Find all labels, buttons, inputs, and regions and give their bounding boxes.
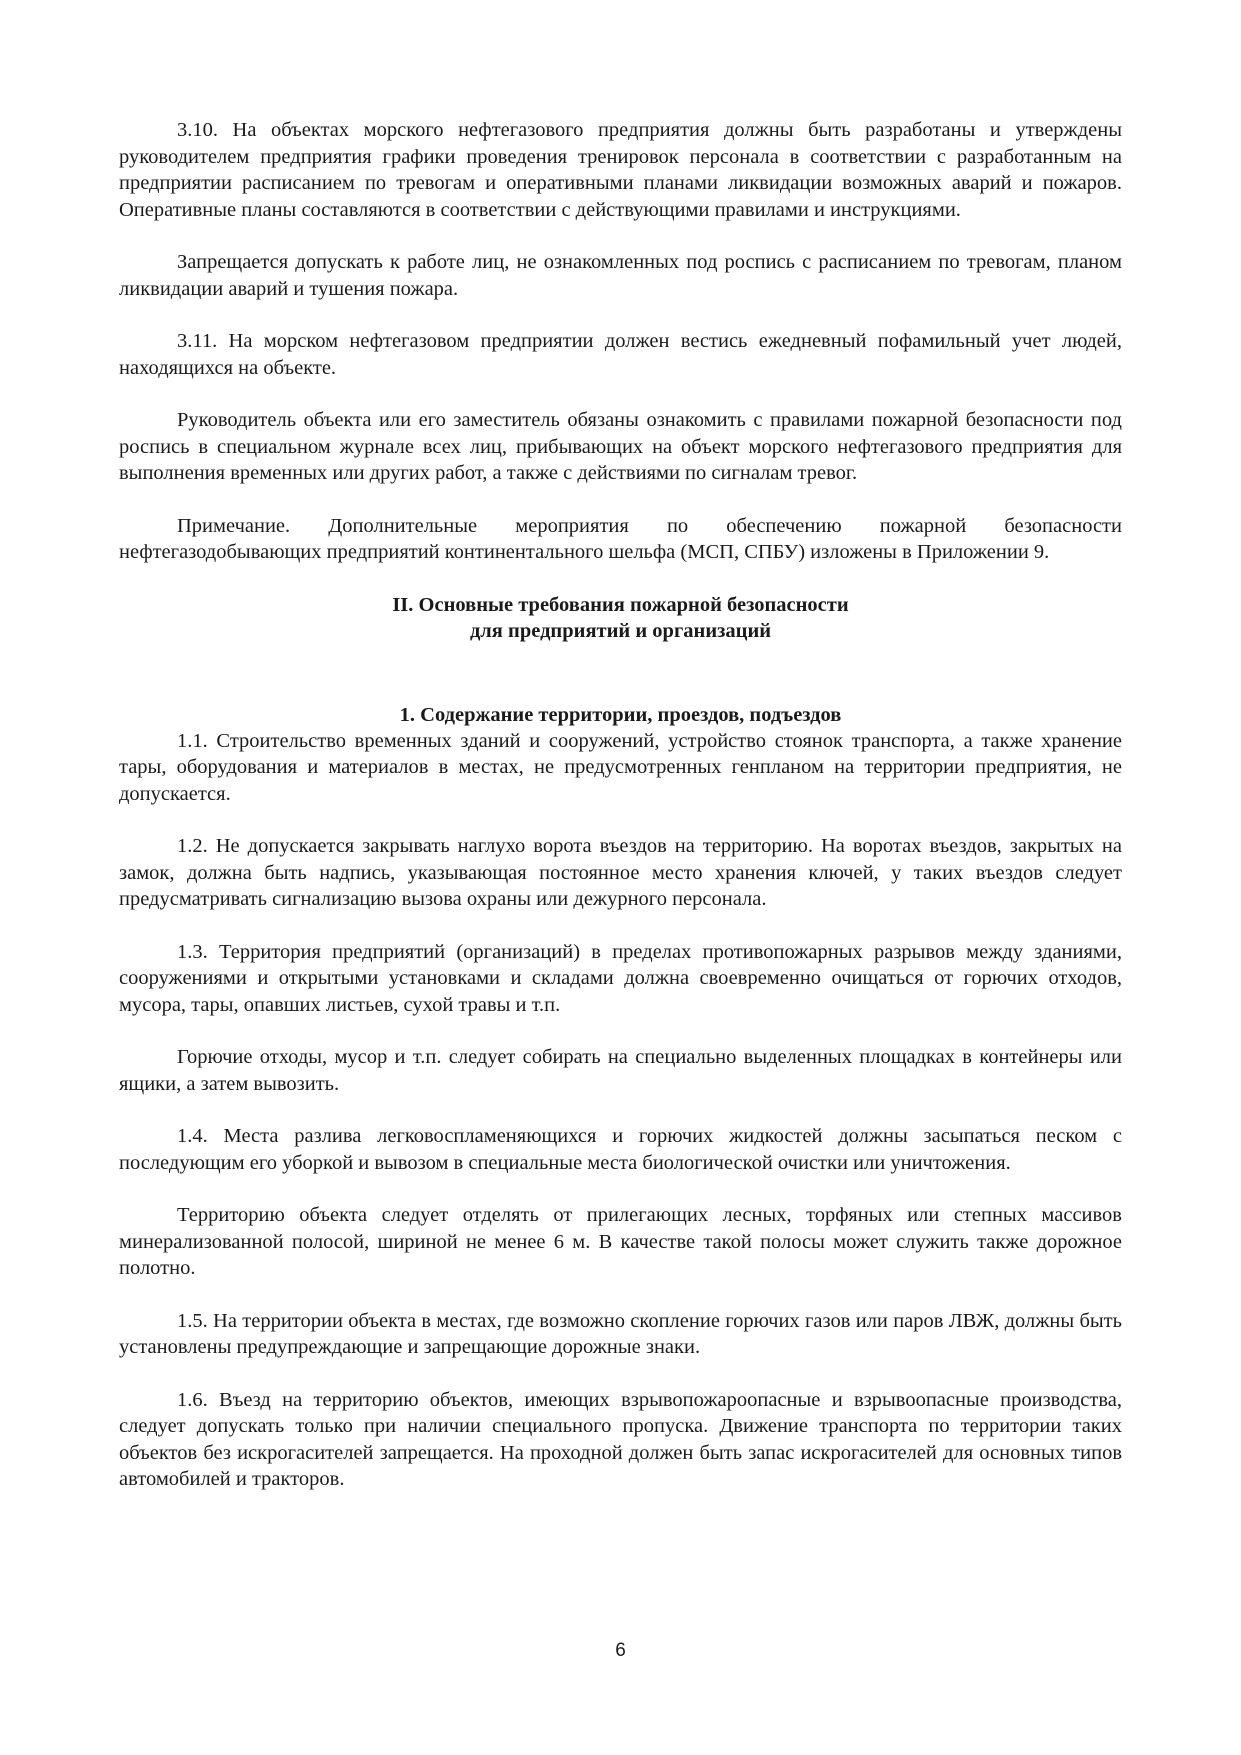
paragraph-object-head: Руководитель объекта или его заместитель обязаны ознакомить с правилами пожарной безопасности под роспись в специальном журнале всех лиц, прибывающих на объект морского нефтегазового предприятия для выполнения временных или других работ, а также с действиями по сигналам тревог. (119, 409, 1122, 484)
document-page (119, 117, 1122, 1519)
section-title-line-1: II. Основные требования пожарной безопасности (392, 593, 849, 616)
page-number: 6 (615, 1640, 626, 1661)
paragraph-note: Примечание. Дополнительные мероприятия по обеспечению пожарной безопасности нефтегазодобывающих предприятий континентального шельфа (МСП, СПБУ) изложены в Приложении 9. (119, 514, 1122, 563)
paragraph-waste: Горючие отходы, мусор и т.п. следует собирать на специально выделенных площадках в контейнеры или ящики, а затем вывозить. (119, 1046, 1122, 1095)
paragraph-1-6: 1.6. Въезд на территорию объектов, имеющих взрывопожароопасные и взрывоопасные производства, следует допускать только при наличии специального пропуска. Движение транспорта по территории таких объектов без искрогасителей запрещается. На проходной должен быть запас искрогасителей для основных типов автомобилей и тракторов. (119, 1388, 1122, 1490)
paragraph-1-4: 1.4. Места разлива легковоспламеняющихся и горючих жидкостей должны засыпаться песком с последующим его уборкой и вывозом в специальные места биологической очистки или уничтожения. (119, 1125, 1122, 1174)
section-title (119, 592, 1122, 644)
paragraph-3-10: 3.10. На объектах морского нефтегазового предприятия должны быть разработаны и утверждены руководителем предприятия графики проведения тренировок персонала в соответствии с разработанным на предприятии расписанием по тревогам и оперативными планами ликвидации возможных аварий и пожаров. Оперативные планы составляются в соответствии с действующими правилами и инструкциями. (119, 119, 1122, 221)
subsection-title: 1. Содержание территории, проездов, подъездов (399, 703, 842, 726)
paragraph-prohibition: Запрещается допускать к работе лиц, не ознакомленных под роспись с расписанием по тревогам, планом ликвидации аварий и тушения пожара. (119, 251, 1122, 300)
section-title-line-2: для предприятий и организаций (469, 619, 772, 642)
paragraph-3-11: 3.11. На морском нефтегазовом предприятии должен вестись ежедневный пофамильный учет людей, находящихся на объекте. (119, 330, 1122, 379)
paragraph-1-5: 1.5. На территории объекта в местах, где возможно скопление горючих газов или паров ЛВЖ, должны быть установлены предупреждающие и запрещающие дорожные знаки. (119, 1309, 1122, 1358)
paragraph-territory: Территорию объекта следует отделять от прилегающих лесных, торфяных или степных массивов минерализованной полосой, шириной не менее 6 м. В качестве такой полосы может служить также дорожное полотно. (119, 1204, 1122, 1279)
paragraph-1-2: 1.2. Не допускается закрывать наглухо ворота въездов на территорию. На воротах въездов, закрытых на замок, должна быть надпись, указывающая постоянное место хранения ключей, у таких въездов следует предусматривать сигнализацию вызова охраны или дежурного персонала. (119, 835, 1122, 910)
paragraph-1-3: 1.3. Территория предприятий (организаций) в пределах противопожарных разрывов между зданиями, сооружениями и открытыми установками и складами должна своевременно очищаться от горючих отходов, мусора, тары, опавших листьев, сухой травы и т.п. (119, 940, 1122, 1016)
paragraph-1-1: 1.1. Строительство временных зданий и сооружений, устройство стоянок транспорта, а также хранение тары, оборудования и материалов в местах, не предусмотренных генпланом на территории предприятия, не допускается. (119, 729, 1122, 805)
